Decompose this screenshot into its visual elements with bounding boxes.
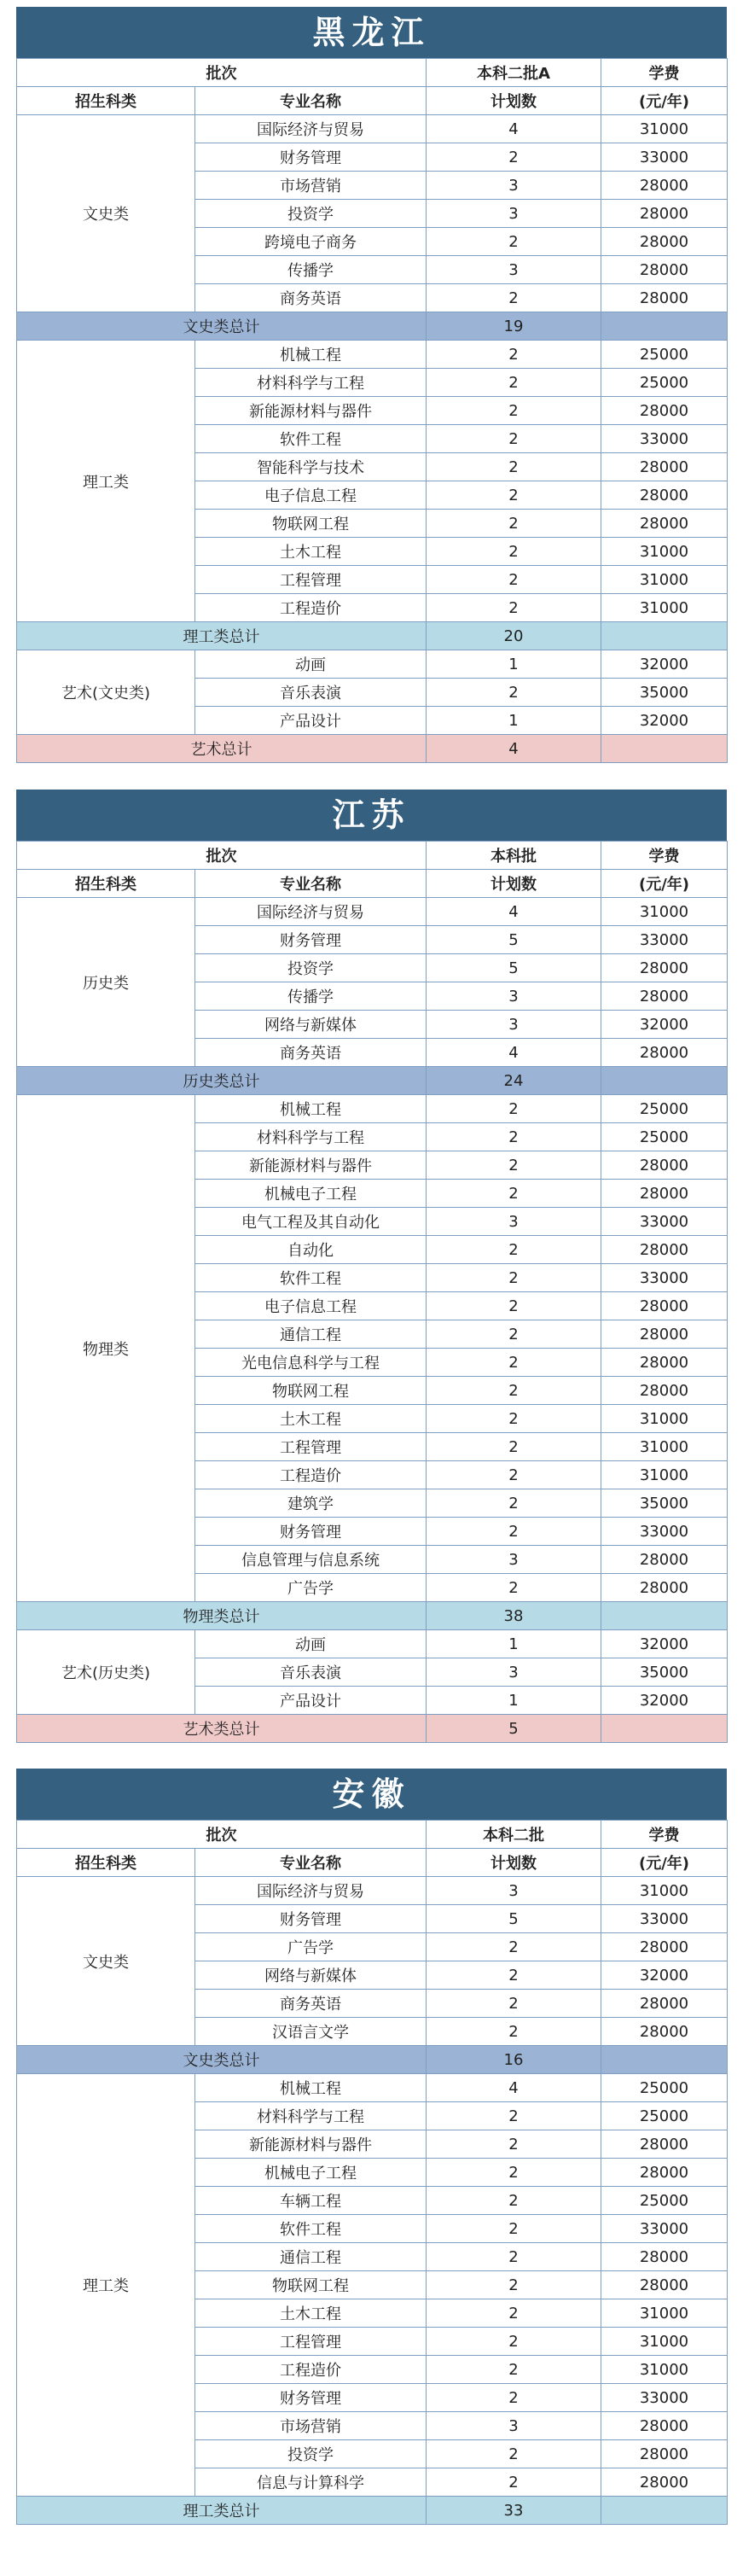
major-cell: 国际经济与贸易	[195, 1877, 427, 1905]
fee-cell: 25000	[601, 369, 728, 397]
major-cell: 跨境电子商务	[195, 228, 427, 256]
plan-cell: 1	[427, 1687, 601, 1715]
major-cell: 机械电子工程	[195, 2159, 427, 2187]
major-cell: 土木工程	[195, 538, 427, 566]
fee-cell: 31000	[601, 2356, 728, 2384]
major-cell: 商务英语	[195, 284, 427, 312]
plan-cell: 2	[427, 1990, 601, 2018]
major-cell: 财务管理	[195, 2384, 427, 2412]
major-cell: 软件工程	[195, 425, 427, 453]
total-value: 4	[427, 735, 601, 763]
major-cell: 智能科学与技术	[195, 453, 427, 481]
table-row	[17, 898, 728, 926]
fee-cell: 31000	[601, 2299, 728, 2328]
plan-cell: 3	[427, 1546, 601, 1574]
fee-cell: 31000	[601, 1461, 728, 1489]
header-row-batch	[17, 59, 728, 87]
plan-cell: 4	[427, 1039, 601, 1067]
plan-cell: 2	[427, 594, 601, 622]
total-row	[17, 1715, 728, 1743]
column-header-fee-unit: (元/年)	[601, 870, 728, 898]
fee-cell: 28000	[601, 1320, 728, 1349]
category-cell: 历史类	[17, 898, 195, 1067]
total-fee-empty	[601, 2497, 728, 2525]
plan-cell: 5	[427, 954, 601, 982]
total-label: 文史类总计	[17, 2046, 427, 2074]
total-row	[17, 735, 728, 763]
fee-cell: 25000	[601, 341, 728, 369]
column-header-category: 招生科类	[17, 1849, 195, 1877]
fee-cell: 25000	[601, 2187, 728, 2215]
plan-cell: 3	[427, 172, 601, 200]
plan-cell: 2	[427, 510, 601, 538]
major-cell: 音乐表演	[195, 1658, 427, 1687]
fee-cell: 28000	[601, 1236, 728, 1264]
batch-label: 批次	[17, 59, 427, 87]
plan-cell: 2	[427, 1377, 601, 1405]
plan-table	[16, 58, 728, 763]
major-cell: 传播学	[195, 256, 427, 284]
batch-value: 本科二批	[427, 1821, 601, 1849]
total-fee-empty	[601, 2046, 728, 2074]
major-cell: 工程造价	[195, 1461, 427, 1489]
major-cell: 网络与新媒体	[195, 1961, 427, 1990]
total-label: 物理类总计	[17, 1602, 427, 1630]
fee-cell: 28000	[601, 1933, 728, 1961]
major-cell: 材料科学与工程	[195, 2102, 427, 2130]
total-label: 艺术类总计	[17, 1715, 427, 1743]
column-header-plan: 计划数	[427, 1849, 601, 1877]
column-header-plan: 计划数	[427, 87, 601, 115]
fee-label: 学费	[601, 59, 728, 87]
plan-cell: 2	[427, 2130, 601, 2159]
plan-cell: 2	[427, 1320, 601, 1349]
total-row	[17, 1602, 728, 1630]
fee-cell: 33000	[601, 143, 728, 172]
table-row	[17, 1630, 728, 1658]
fee-cell: 25000	[601, 1095, 728, 1123]
major-cell: 财务管理	[195, 1905, 427, 1933]
total-label: 理工类总计	[17, 622, 427, 650]
total-value: 38	[427, 1602, 601, 1630]
total-label: 历史类总计	[17, 1067, 427, 1095]
plan-cell: 2	[427, 2102, 601, 2130]
total-label: 文史类总计	[17, 312, 427, 341]
fee-cell: 25000	[601, 1123, 728, 1151]
province-section	[16, 790, 727, 1743]
fee-cell: 28000	[601, 1574, 728, 1602]
fee-cell: 28000	[601, 510, 728, 538]
major-cell: 广告学	[195, 1933, 427, 1961]
fee-cell: 25000	[601, 2102, 728, 2130]
category-cell: 文史类	[17, 115, 195, 312]
fee-cell: 28000	[601, 1349, 728, 1377]
major-cell: 机械工程	[195, 341, 427, 369]
fee-cell: 35000	[601, 679, 728, 707]
column-header-category: 招生科类	[17, 87, 195, 115]
major-cell: 建筑学	[195, 1489, 427, 1518]
plan-cell: 2	[427, 2356, 601, 2384]
plan-cell: 1	[427, 707, 601, 735]
header-row-columns	[17, 870, 728, 898]
major-cell: 新能源材料与器件	[195, 1151, 427, 1180]
plan-cell: 4	[427, 898, 601, 926]
major-cell: 动画	[195, 650, 427, 679]
fee-cell: 28000	[601, 1292, 728, 1320]
plan-cell: 2	[427, 1489, 601, 1518]
plan-cell: 2	[427, 1405, 601, 1433]
major-cell: 土木工程	[195, 1405, 427, 1433]
major-cell: 软件工程	[195, 1264, 427, 1292]
province-title: 江苏	[16, 790, 727, 841]
major-cell: 财务管理	[195, 1518, 427, 1546]
fee-cell: 35000	[601, 1489, 728, 1518]
table-row	[17, 1095, 728, 1123]
fee-cell: 28000	[601, 1180, 728, 1208]
fee-cell: 28000	[601, 2159, 728, 2187]
fee-cell: 28000	[601, 172, 728, 200]
major-cell: 电气工程及其自动化	[195, 1208, 427, 1236]
plan-cell: 2	[427, 2271, 601, 2299]
total-label: 理工类总计	[17, 2497, 427, 2525]
major-cell: 通信工程	[195, 2243, 427, 2271]
fee-cell: 28000	[601, 1151, 728, 1180]
category-cell: 艺术(历史类)	[17, 1630, 195, 1715]
total-fee-empty	[601, 1715, 728, 1743]
fee-cell: 28000	[601, 228, 728, 256]
fee-cell: 28000	[601, 453, 728, 481]
fee-cell: 31000	[601, 1433, 728, 1461]
plan-cell: 3	[427, 982, 601, 1011]
fee-cell: 25000	[601, 2074, 728, 2102]
major-cell: 投资学	[195, 2440, 427, 2468]
column-header-category: 招生科类	[17, 870, 195, 898]
plan-cell: 2	[427, 453, 601, 481]
province-section	[16, 1769, 727, 2525]
major-cell: 电子信息工程	[195, 1292, 427, 1320]
major-cell: 工程造价	[195, 594, 427, 622]
major-cell: 新能源材料与器件	[195, 2130, 427, 2159]
fee-cell: 32000	[601, 650, 728, 679]
plan-cell: 3	[427, 1877, 601, 1905]
fee-cell: 28000	[601, 982, 728, 1011]
category-cell: 文史类	[17, 1877, 195, 2046]
major-cell: 通信工程	[195, 1320, 427, 1349]
fee-cell: 28000	[601, 2130, 728, 2159]
major-cell: 产品设计	[195, 1687, 427, 1715]
plan-cell: 2	[427, 2299, 601, 2328]
fee-cell: 33000	[601, 1518, 728, 1546]
fee-label: 学费	[601, 842, 728, 870]
category-cell: 理工类	[17, 2074, 195, 2497]
major-cell: 国际经济与贸易	[195, 115, 427, 143]
province-section	[16, 7, 727, 763]
total-fee-empty	[601, 1067, 728, 1095]
plan-cell: 2	[427, 1292, 601, 1320]
major-cell: 机械工程	[195, 1095, 427, 1123]
fee-label: 学费	[601, 1821, 728, 1849]
major-cell: 机械电子工程	[195, 1180, 427, 1208]
major-cell: 新能源材料与器件	[195, 397, 427, 425]
fee-cell: 33000	[601, 1208, 728, 1236]
total-row	[17, 1067, 728, 1095]
fee-cell: 28000	[601, 2440, 728, 2468]
plan-cell: 2	[427, 1349, 601, 1377]
fee-cell: 31000	[601, 1405, 728, 1433]
fee-cell: 28000	[601, 2243, 728, 2271]
major-cell: 汉语言文学	[195, 2018, 427, 2046]
plan-cell: 2	[427, 1961, 601, 1990]
plan-cell: 4	[427, 2074, 601, 2102]
total-value: 16	[427, 2046, 601, 2074]
fee-cell: 28000	[601, 2271, 728, 2299]
total-value: 33	[427, 2497, 601, 2525]
column-header-plan: 计划数	[427, 870, 601, 898]
plan-cell: 2	[427, 228, 601, 256]
plan-cell: 2	[427, 1433, 601, 1461]
province-title: 安徽	[16, 1769, 727, 1820]
plan-cell: 1	[427, 1630, 601, 1658]
major-cell: 工程造价	[195, 2356, 427, 2384]
total-fee-empty	[601, 312, 728, 341]
major-cell: 投资学	[195, 200, 427, 228]
plan-cell: 3	[427, 1011, 601, 1039]
fee-cell: 31000	[601, 538, 728, 566]
plan-cell: 3	[427, 200, 601, 228]
fee-cell: 35000	[601, 1658, 728, 1687]
fee-cell: 31000	[601, 115, 728, 143]
fee-cell: 33000	[601, 2215, 728, 2243]
major-cell: 车辆工程	[195, 2187, 427, 2215]
batch-label: 批次	[17, 1821, 427, 1849]
category-cell: 物理类	[17, 1095, 195, 1602]
fee-cell: 33000	[601, 1905, 728, 1933]
fee-cell: 33000	[601, 926, 728, 954]
header-row-columns	[17, 1849, 728, 1877]
major-cell: 动画	[195, 1630, 427, 1658]
major-cell: 机械工程	[195, 2074, 427, 2102]
plan-cell: 5	[427, 1905, 601, 1933]
total-fee-empty	[601, 1602, 728, 1630]
fee-cell: 28000	[601, 284, 728, 312]
plan-cell: 2	[427, 1123, 601, 1151]
fee-cell: 33000	[601, 1264, 728, 1292]
plan-cell: 2	[427, 1180, 601, 1208]
fee-cell: 32000	[601, 1961, 728, 1990]
fee-cell: 28000	[601, 2468, 728, 2497]
plan-table	[16, 1820, 728, 2525]
plan-cell: 2	[427, 369, 601, 397]
major-cell: 物联网工程	[195, 2271, 427, 2299]
major-cell: 国际经济与贸易	[195, 898, 427, 926]
batch-value: 本科二批A	[427, 59, 601, 87]
plan-cell: 2	[427, 1933, 601, 1961]
fee-cell: 28000	[601, 256, 728, 284]
major-cell: 商务英语	[195, 1990, 427, 2018]
major-cell: 光电信息科学与工程	[195, 1349, 427, 1377]
major-cell: 投资学	[195, 954, 427, 982]
major-cell: 市场营销	[195, 172, 427, 200]
major-cell: 土木工程	[195, 2299, 427, 2328]
fee-cell: 31000	[601, 594, 728, 622]
fee-cell: 31000	[601, 1877, 728, 1905]
major-cell: 工程管理	[195, 566, 427, 594]
plan-table	[16, 841, 728, 1743]
plan-cell: 2	[427, 143, 601, 172]
total-fee-empty	[601, 735, 728, 763]
major-cell: 物联网工程	[195, 510, 427, 538]
major-cell: 电子信息工程	[195, 481, 427, 510]
header-row-batch	[17, 1821, 728, 1849]
province-title: 黑龙江	[16, 7, 727, 58]
plan-cell: 2	[427, 425, 601, 453]
total-fee-empty	[601, 622, 728, 650]
plan-cell: 3	[427, 1208, 601, 1236]
major-cell: 广告学	[195, 1574, 427, 1602]
column-header-fee-unit: (元/年)	[601, 1849, 728, 1877]
fee-cell: 28000	[601, 481, 728, 510]
column-header-major: 专业名称	[195, 870, 427, 898]
plan-cell: 2	[427, 1264, 601, 1292]
fee-cell: 28000	[601, 954, 728, 982]
total-value: 20	[427, 622, 601, 650]
column-header-major: 专业名称	[195, 1849, 427, 1877]
major-cell: 产品设计	[195, 707, 427, 735]
major-cell: 音乐表演	[195, 679, 427, 707]
plan-cell: 2	[427, 2187, 601, 2215]
fee-cell: 28000	[601, 2018, 728, 2046]
plan-cell: 1	[427, 650, 601, 679]
fee-cell: 33000	[601, 425, 728, 453]
total-row	[17, 2046, 728, 2074]
major-cell: 商务英语	[195, 1039, 427, 1067]
plan-cell: 2	[427, 2243, 601, 2271]
fee-cell: 31000	[601, 898, 728, 926]
category-cell: 理工类	[17, 341, 195, 622]
major-cell: 工程管理	[195, 1433, 427, 1461]
fee-cell: 28000	[601, 1990, 728, 2018]
plan-cell: 2	[427, 2468, 601, 2497]
major-cell: 信息管理与信息系统	[195, 1546, 427, 1574]
plan-cell: 2	[427, 566, 601, 594]
plan-cell: 3	[427, 1658, 601, 1687]
total-value: 24	[427, 1067, 601, 1095]
fee-cell: 28000	[601, 1546, 728, 1574]
total-row	[17, 622, 728, 650]
fee-cell: 33000	[601, 2384, 728, 2412]
major-cell: 材料科学与工程	[195, 369, 427, 397]
fee-cell: 32000	[601, 1630, 728, 1658]
major-cell: 软件工程	[195, 2215, 427, 2243]
fee-cell: 32000	[601, 1687, 728, 1715]
total-value: 19	[427, 312, 601, 341]
plan-cell: 2	[427, 481, 601, 510]
total-row	[17, 312, 728, 341]
total-row	[17, 2497, 728, 2525]
major-cell: 网络与新媒体	[195, 1011, 427, 1039]
major-cell: 信息与计算科学	[195, 2468, 427, 2497]
fee-cell: 28000	[601, 1039, 728, 1067]
fee-cell: 28000	[601, 1377, 728, 1405]
plan-cell: 2	[427, 1236, 601, 1264]
plan-cell: 2	[427, 1151, 601, 1180]
major-cell: 财务管理	[195, 926, 427, 954]
plan-cell: 2	[427, 538, 601, 566]
major-cell: 市场营销	[195, 2412, 427, 2440]
plan-cell: 3	[427, 256, 601, 284]
plan-cell: 2	[427, 2328, 601, 2356]
category-cell: 艺术(文史类)	[17, 650, 195, 735]
plan-cell: 2	[427, 679, 601, 707]
major-cell: 自动化	[195, 1236, 427, 1264]
header-row-columns	[17, 87, 728, 115]
table-row	[17, 341, 728, 369]
fee-cell: 28000	[601, 397, 728, 425]
plan-cell: 5	[427, 926, 601, 954]
fee-cell: 32000	[601, 707, 728, 735]
plan-cell: 2	[427, 2440, 601, 2468]
major-cell: 材料科学与工程	[195, 1123, 427, 1151]
major-cell: 工程管理	[195, 2328, 427, 2356]
plan-cell: 2	[427, 1574, 601, 1602]
plan-cell: 2	[427, 2159, 601, 2187]
fee-cell: 31000	[601, 2328, 728, 2356]
major-cell: 传播学	[195, 982, 427, 1011]
major-cell: 物联网工程	[195, 1377, 427, 1405]
plan-cell: 2	[427, 2018, 601, 2046]
fee-cell: 28000	[601, 200, 728, 228]
column-header-major: 专业名称	[195, 87, 427, 115]
header-row-batch	[17, 842, 728, 870]
fee-cell: 31000	[601, 566, 728, 594]
plan-cell: 2	[427, 284, 601, 312]
plan-cell: 2	[427, 397, 601, 425]
fee-cell: 32000	[601, 1011, 728, 1039]
batch-label: 批次	[17, 842, 427, 870]
plan-cell: 3	[427, 2412, 601, 2440]
fee-cell: 28000	[601, 2412, 728, 2440]
plan-cell: 2	[427, 341, 601, 369]
major-cell: 财务管理	[195, 143, 427, 172]
total-label: 艺术总计	[17, 735, 427, 763]
plan-cell: 2	[427, 1461, 601, 1489]
column-header-fee-unit: (元/年)	[601, 87, 728, 115]
plan-cell: 2	[427, 2384, 601, 2412]
plan-cell: 2	[427, 1518, 601, 1546]
total-value: 5	[427, 1715, 601, 1743]
batch-value: 本科批	[427, 842, 601, 870]
plan-cell: 2	[427, 2215, 601, 2243]
table-row	[17, 2074, 728, 2102]
plan-cell: 4	[427, 115, 601, 143]
table-row	[17, 1877, 728, 1905]
table-row	[17, 650, 728, 679]
plan-cell: 2	[427, 1095, 601, 1123]
table-row	[17, 115, 728, 143]
